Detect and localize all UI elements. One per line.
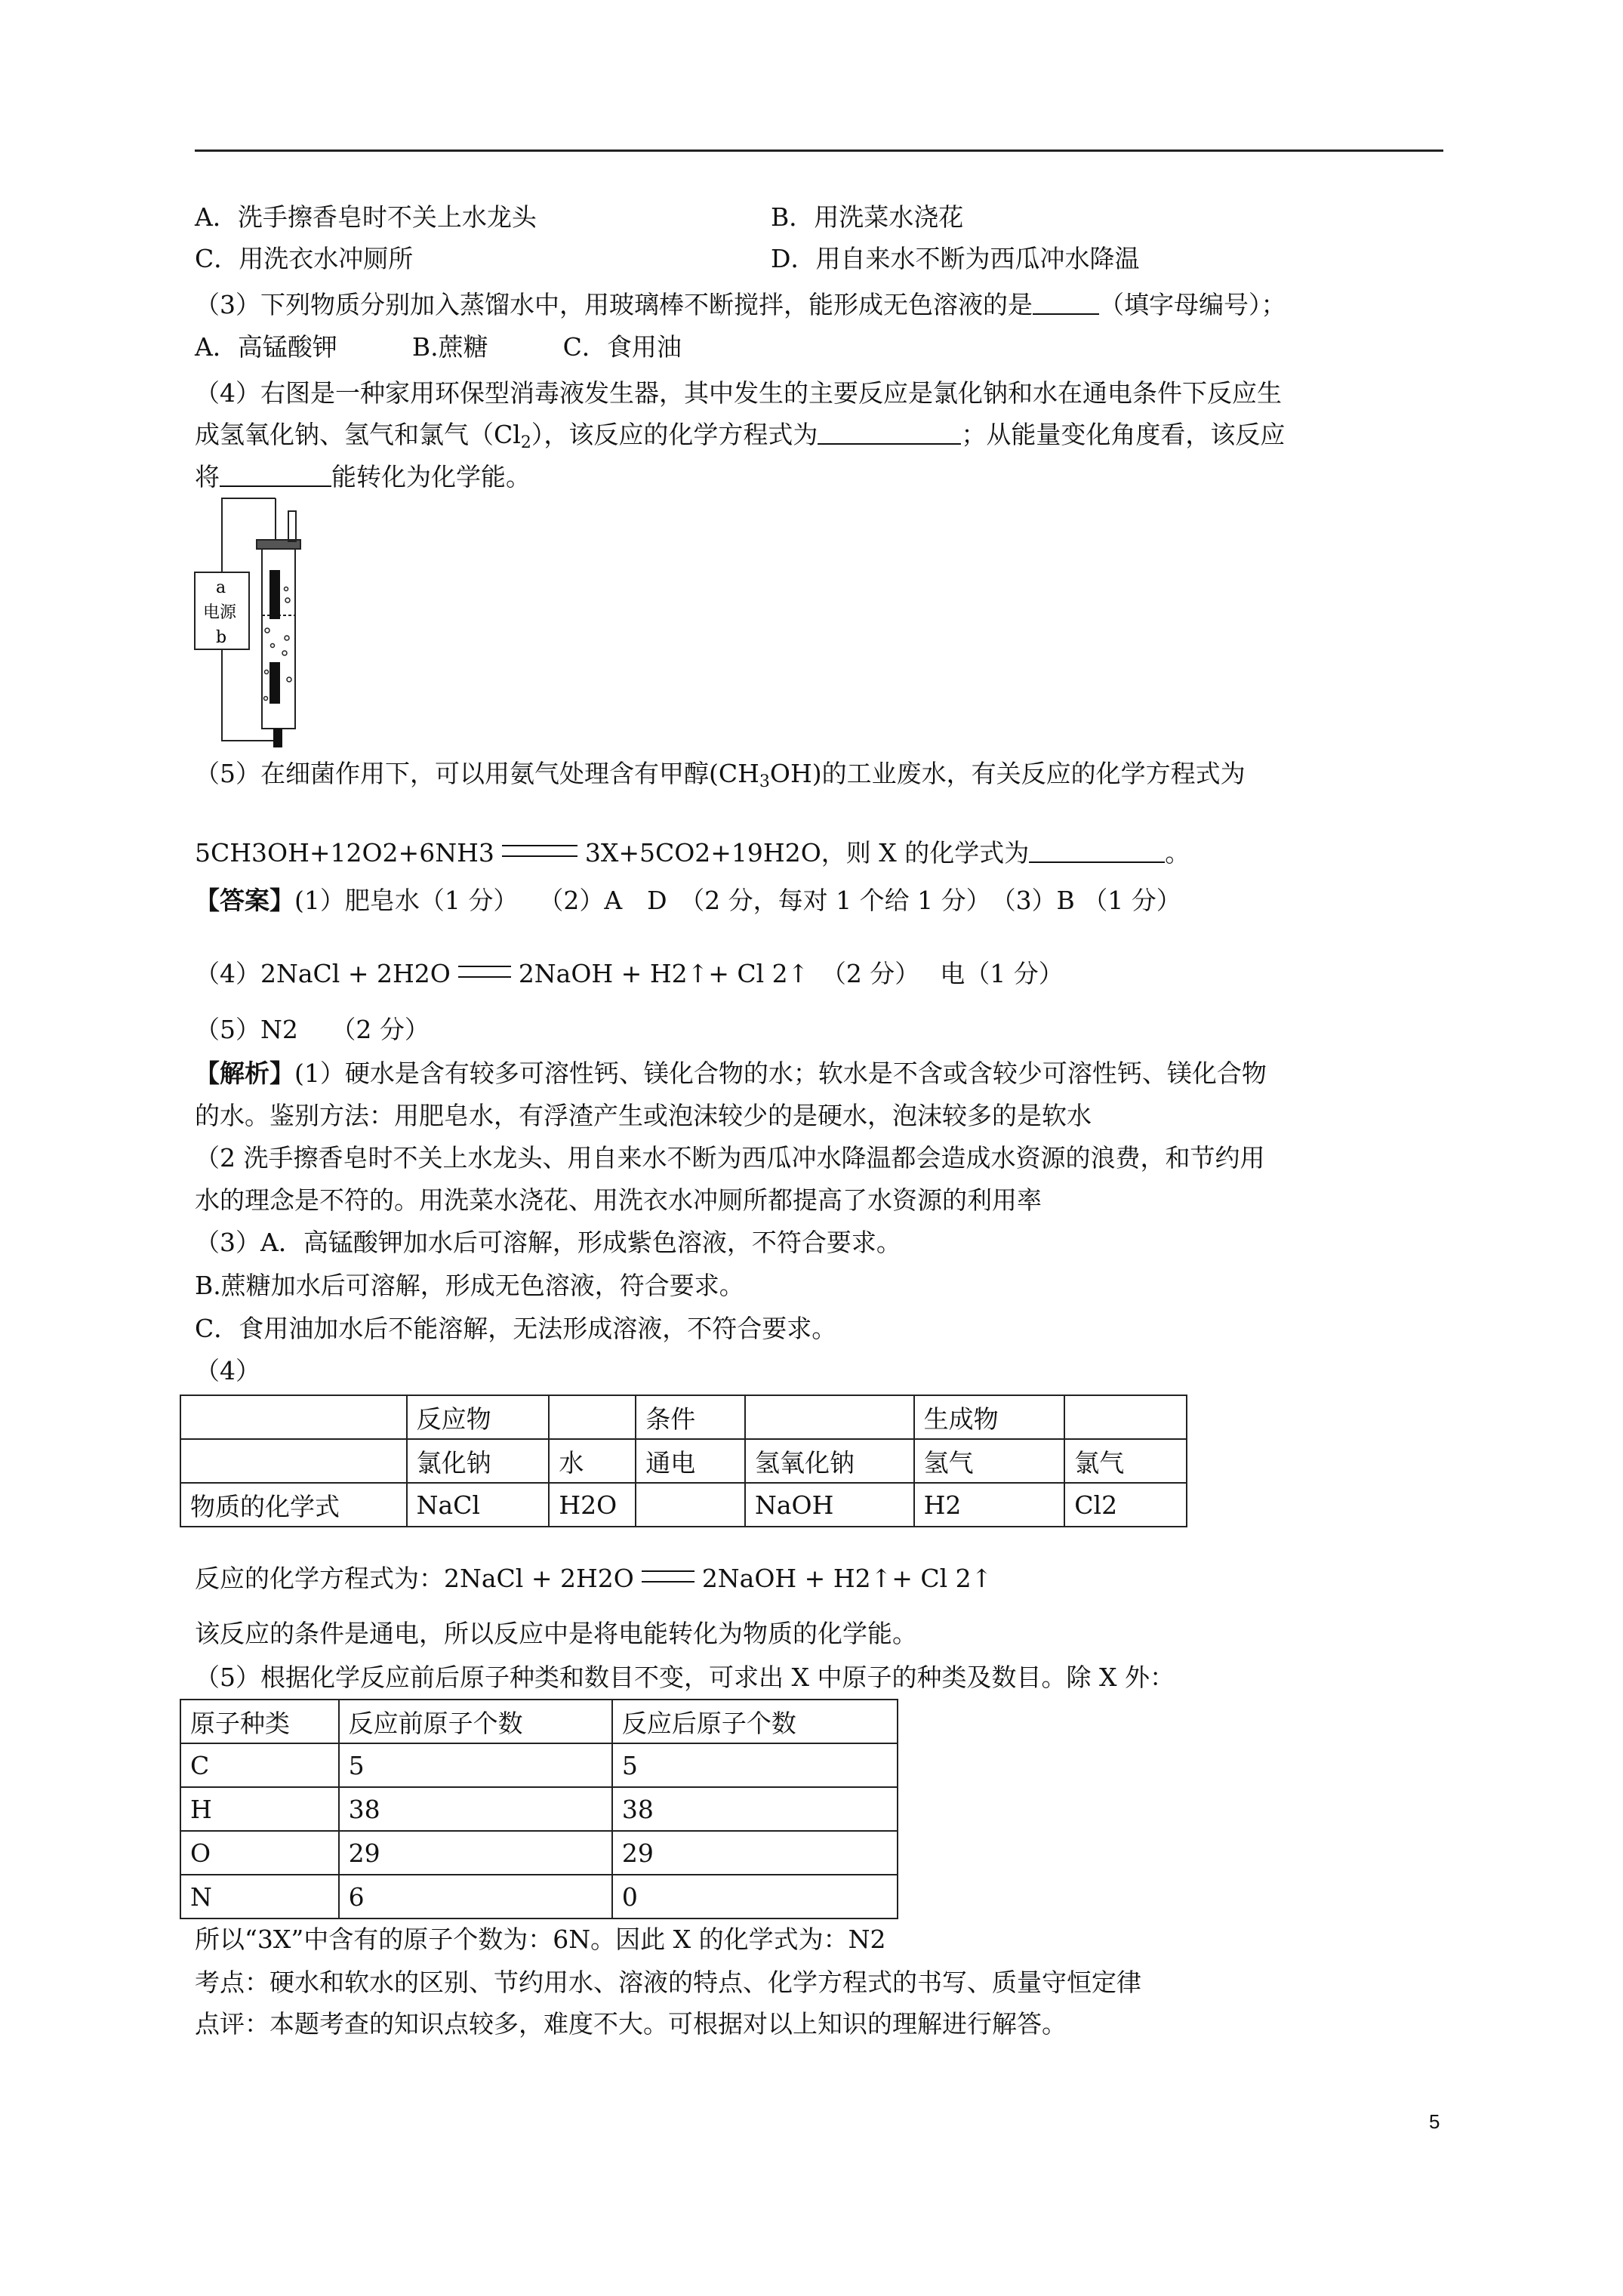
answer-eq-left: （4）2NaCl + 2H2O <box>195 959 451 988</box>
answer-blank <box>1029 839 1165 863</box>
table-cell <box>549 1395 636 1439</box>
wire-bottom <box>222 649 276 741</box>
lower-electrode <box>269 662 280 704</box>
table-row <box>180 1395 1187 1439</box>
table-cell: 0 <box>612 1875 898 1918</box>
table-cell <box>745 1395 914 1439</box>
q4-text-c: ；从能量变化角度看，该反应 <box>961 420 1286 449</box>
equation-line <box>195 1564 992 1594</box>
table-cell: 氢氧化钠 <box>745 1439 914 1483</box>
table-cell <box>180 1395 407 1439</box>
analysis-line-1 <box>195 1059 1267 1089</box>
table-cell: 物质的化学式 <box>180 1483 407 1527</box>
header-rule <box>195 149 1443 152</box>
q4-text-b: ），该反应的化学方程式为 <box>531 420 818 449</box>
table-cell: O <box>180 1831 339 1875</box>
table-cell: 条件 <box>636 1395 745 1439</box>
upper-electrode <box>269 570 280 619</box>
label-b: b <box>216 628 227 647</box>
question-5-line-1 <box>195 759 1246 789</box>
table-cell: 生成物 <box>914 1395 1065 1439</box>
q5-text-b: OH)的工业废水，有关反应的化学方程式为 <box>769 759 1246 788</box>
q5-end: 。 <box>1165 838 1190 868</box>
option-c: C．用洗衣水冲厕所 <box>195 244 414 273</box>
table-cell: 氯气 <box>1064 1439 1187 1483</box>
answer-blank <box>1033 291 1099 315</box>
table-cell: 29 <box>339 1831 612 1875</box>
analysis-line-2: 的水。鉴别方法：用肥皂水，有浮渣产生或泡沫较少的是硬水，泡沫较多的是软水 <box>195 1101 1092 1130</box>
analysis-line-6: B.蔗糖加水后可溶解，形成无色溶液，符合要求。 <box>195 1271 744 1300</box>
subscript: 2 <box>520 433 531 452</box>
table-cell: 6 <box>339 1875 612 1918</box>
table-row <box>180 1483 1187 1527</box>
table-cell: 29 <box>612 1831 898 1875</box>
q4-text-e: 能转化为化学能。 <box>331 462 531 492</box>
table-cell: 反应物 <box>407 1395 550 1439</box>
analysis-line-5: （3）A．高锰酸钾加水后可溶解，形成紫色溶液，不符合要求。 <box>195 1228 901 1257</box>
question-3 <box>195 290 1286 320</box>
dianping-line: 点评：本题考查的知识点较多，难度不大。可根据对以上知识的理解进行解答。 <box>195 2009 1067 2039</box>
analysis-line-3: （2 洗手擦香皂时不关上水龙头、用自来水不断为西瓜冲水降温都会造成水资源的浪费，和节约用 <box>195 1143 1265 1173</box>
table-cell: 5 <box>612 1743 898 1787</box>
table-row <box>180 1787 898 1831</box>
analysis-line-7: C．食用油加水后不能溶解，无法形成溶液，不符合要求。 <box>195 1314 837 1343</box>
equals-sign <box>502 845 577 857</box>
label-power-source: 电源 <box>203 603 237 622</box>
kaodian-line: 考点：硬水和软水的区别、节约用水、溶液的特点、化学方程式的书写、质量守恒定律 <box>195 1968 1141 1997</box>
question-4-line-1: （4）右图是一种家用环保型消毒液发生器，其中发生的主要反应是氯化钠和水在通电条件下反应生 <box>195 378 1282 408</box>
answer-line-2 <box>195 959 1064 989</box>
atom-count-table <box>180 1699 898 1919</box>
table-cell: 38 <box>339 1787 612 1831</box>
table-cell: H2O <box>549 1483 636 1527</box>
table-cell: H2 <box>914 1483 1065 1527</box>
answer-tag: 【答案】 <box>195 886 294 915</box>
equation-left: 5CH3OH+12O2+6NH3 <box>195 838 494 868</box>
option-a: A．洗手擦香皂时不关上水龙头 <box>195 202 537 232</box>
q5-text-a: （5）在细菌作用下，可以用氨气处理含有甲醇(CH <box>195 759 759 788</box>
question-4-line-2 <box>195 420 1285 450</box>
q4-text-d: 将 <box>195 462 220 492</box>
conclusion-line: 所以“3X”中含有的原子个数为：6N。因此 X 的化学式为：N2 <box>195 1925 886 1954</box>
table-cell: H <box>180 1787 339 1831</box>
table-row <box>180 1743 898 1787</box>
bottom-terminal <box>273 729 282 747</box>
table-cell: NaCl <box>407 1483 550 1527</box>
subscript: 3 <box>759 772 770 791</box>
q5-explanation: （5）根据化学反应前后原子种类和数目不变，可求出 X 中原子的种类及数目。除 X 外： <box>195 1663 1175 1692</box>
equation-label: 反应的化学方程式为：2NaCl + 2H2O <box>195 1564 634 1593</box>
equation-right: 3X+5CO2+19H2O，则 X 的化学式为 <box>584 838 1030 868</box>
answer-text: (1）肥皂水（1 分） （2）A D （2 分，每对 1 个给 1 分） （3）B （1 分） <box>294 886 1181 915</box>
analysis-line-4: 水的理念是不符的。用洗菜水浇花、用洗衣水冲厕所都提高了水资源的利用率 <box>195 1185 1042 1215</box>
analysis-text: (1）硬水是含有较多可溶性钙、镁化合物的水；软水是不含或含较少可溶性钙、镁化合物 <box>294 1059 1267 1088</box>
reaction-table <box>180 1395 1187 1527</box>
answer-line-3: （5）N2 （2 分） <box>195 1015 430 1044</box>
question-3-options: A．高锰酸钾 B.蔗糖 C．食用油 <box>195 332 682 362</box>
table-cell <box>1064 1395 1187 1439</box>
table-cell: NaOH <box>745 1483 914 1527</box>
q3-text: （3）下列物质分别加入蒸馏水中，用玻璃棒不断搅拌，能形成无色溶液的是 <box>195 290 1033 319</box>
wire-top <box>222 498 276 572</box>
table-cell: 5 <box>339 1743 612 1787</box>
table-row <box>180 1700 898 1743</box>
table-cell: 38 <box>612 1787 898 1831</box>
option-b: B．用洗菜水浇花 <box>771 202 964 232</box>
table-cell <box>180 1439 407 1483</box>
equation-products: 2NaOH + H2↑+ Cl 2↑ <box>701 1564 993 1593</box>
analysis-line-8: （4） <box>195 1356 260 1385</box>
question-4-line-3 <box>195 462 531 492</box>
label-a: a <box>216 578 226 597</box>
q3-hint: （填字母编号）； <box>1099 290 1286 319</box>
answer-blank <box>220 463 331 487</box>
answer-blank <box>818 421 961 445</box>
answer-eq-right: 2NaOH + H2↑+ Cl 2↑ （2 分） 电（1 分） <box>518 959 1064 988</box>
option-d: D．用自来水不断为西瓜冲水降温 <box>771 244 1140 273</box>
question-5-equation <box>195 838 1190 868</box>
table-cell: 氢气 <box>914 1439 1065 1483</box>
electrolysis-apparatus-figure <box>189 495 332 755</box>
outlet-tube <box>288 511 296 541</box>
page-number: 5 <box>1429 2110 1440 2133</box>
table-cell: Cl2 <box>1064 1483 1187 1527</box>
q4-text-a: 成氢氧化钠、氢气和氯气（Cl <box>195 420 521 449</box>
analysis-tag: 【解析】 <box>195 1059 294 1088</box>
table-row <box>180 1439 1187 1483</box>
table-cell: 原子种类 <box>180 1700 339 1743</box>
equals-sign <box>458 966 511 978</box>
condition-line: 该反应的条件是通电，所以反应中是将电能转化为物质的化学能。 <box>195 1619 917 1648</box>
answer-line-1 <box>195 886 1181 916</box>
table-cell <box>636 1483 745 1527</box>
table-cell: 水 <box>549 1439 636 1483</box>
table-cell: 反应前原子个数 <box>339 1700 612 1743</box>
equals-sign <box>642 1570 694 1583</box>
table-cell: C <box>180 1743 339 1787</box>
table-row <box>180 1831 898 1875</box>
table-cell: 反应后原子个数 <box>612 1700 898 1743</box>
table-cell: 通电 <box>636 1439 745 1483</box>
table-cell: N <box>180 1875 339 1918</box>
table-cell: 氯化钠 <box>407 1439 550 1483</box>
table-row <box>180 1875 898 1918</box>
